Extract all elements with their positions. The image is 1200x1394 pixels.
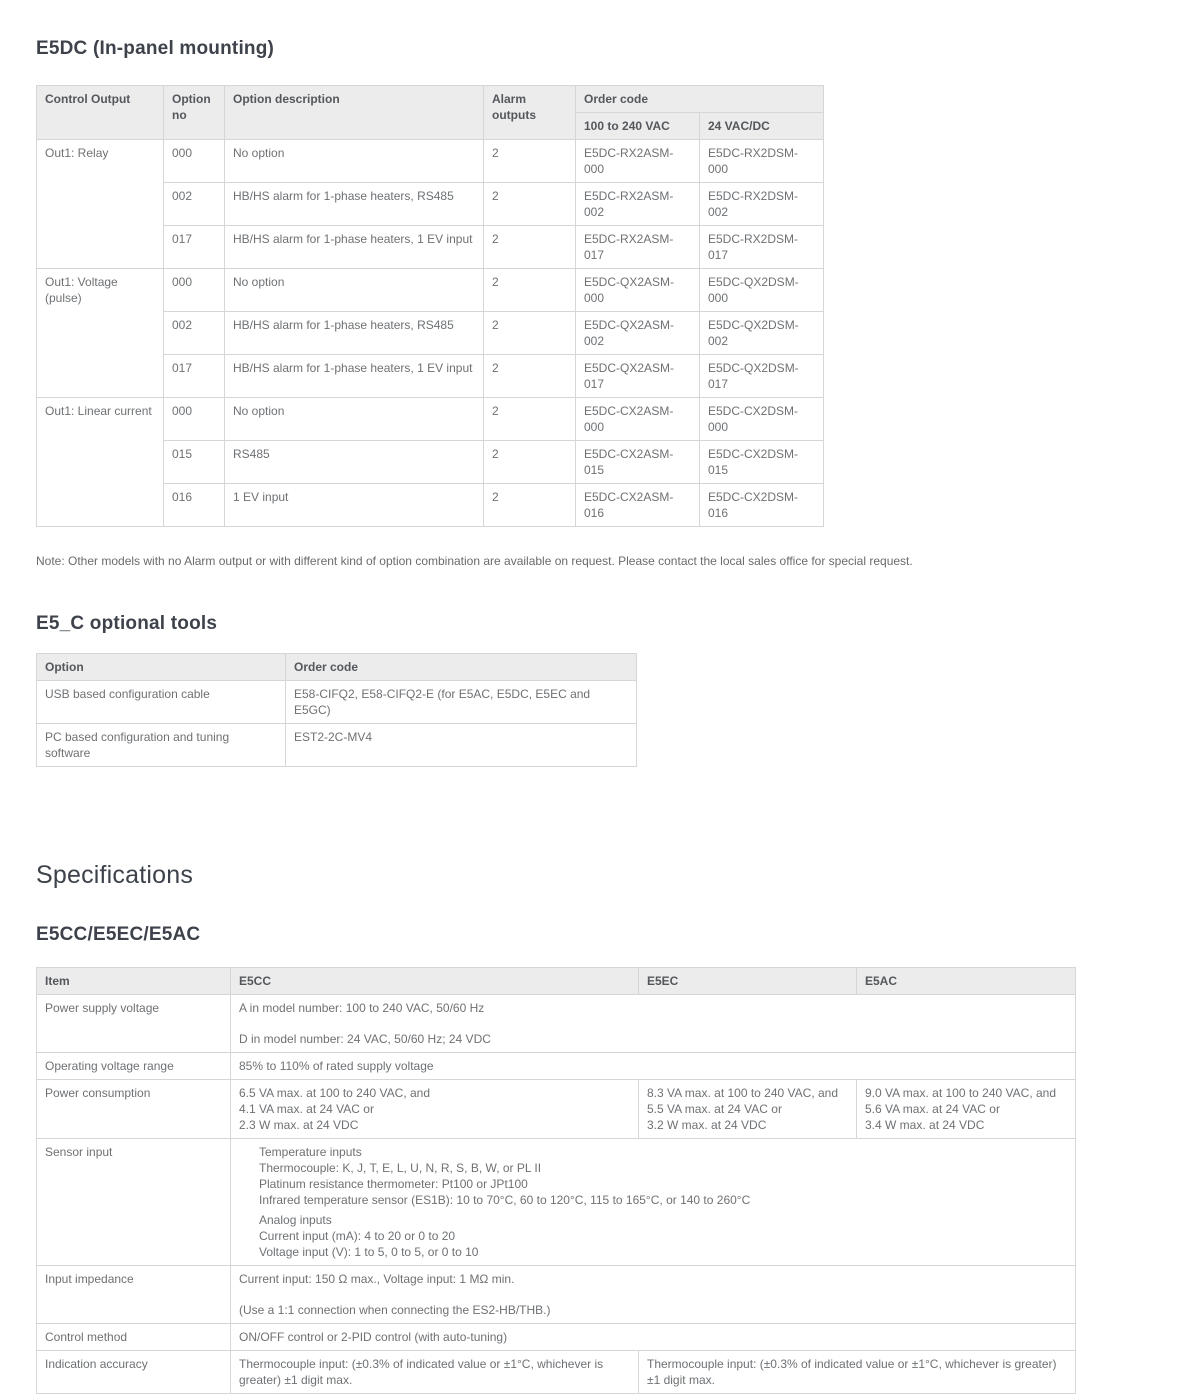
col-header-e5ac: E5AC [857,968,1076,995]
cell-indication-accuracy-e5cc: Thermocouple input: (±0.3% of indicated value or ±1°C, whichever is greater) ±1 digit max. [231,1351,639,1394]
cell-indication-accuracy-e5ec-e5ac: Thermocouple input: (±0.3% of indicated value or ±1°C, whichever is greater) ±1 digit max. [639,1351,1076,1394]
spec-text-line: (Use a 1:1 connection when connecting the ES2-HB/THB.) [239,1303,551,1317]
cell-description: No option [225,269,484,312]
tools-header-row [37,654,637,681]
e5dc-order-table [36,85,824,527]
cell-control-output-relay: Out1: Relay [37,140,164,269]
spec-text-line: D in model number: 24 VAC, 50/60 Hz; 24 VDC [239,1032,491,1046]
cell-order-code-vacdc: E5DC-CX2DSM-000 [700,398,824,441]
cell-description: RS485 [225,441,484,484]
cell-option-no: 015 [164,441,225,484]
cell-order-code-vacdc: E5DC-QX2DSM-002 [700,312,824,355]
cell-order-code-vacdc: E5DC-QX2DSM-000 [700,269,824,312]
cell-option-no: 000 [164,140,225,183]
spec-text-line: 6.5 VA max. at 100 to 240 VAC, and [239,1086,431,1100]
spec-text-line: Platinum resistance thermometer: Pt100 or JPt100 [259,1177,528,1191]
table-row [37,269,824,312]
cell-item: Input impedance [37,1266,231,1324]
cell-order-code-vac: E5DC-QX2ASM-017 [576,355,700,398]
specifications-table [36,967,1076,1394]
cell-alarm-outputs: 2 [484,312,576,355]
spec-text-line: A in model number: 100 to 240 VAC, 50/60 Hz [239,1001,485,1015]
spec-row-control-method [37,1324,1076,1351]
cell-description: No option [225,140,484,183]
cell-item: Power supply voltage [37,995,231,1053]
spec-text-line: 3.4 W max. at 24 VDC [865,1118,985,1132]
spec-text-line: 5.6 VA max. at 24 VAC or [865,1102,1000,1116]
cell-power-consumption-e5ec [639,1080,857,1139]
spec-row-power-consumption [37,1080,1076,1139]
col-header-e5ec: E5EC [639,968,857,995]
sensor-group-title: Analog inputs [259,1213,332,1227]
col-header-order-code: Order code [576,86,824,113]
cell-tool-option: PC based configuration and tuning software [37,724,286,767]
cell-description: HB/HS alarm for 1-phase heaters, 1 EV input [225,226,484,269]
specifications-subtitle: E5CC/E5EC/E5AC [36,924,201,945]
cell-order-code-vac: E5DC-RX2ASM-000 [576,140,700,183]
cell-item: Indication accuracy [37,1351,231,1394]
spec-row-power-supply-voltage [37,995,1076,1053]
col-header-option: Option [37,654,286,681]
col-header-100-240-vac: 100 to 240 VAC [576,113,700,140]
specifications-title: Specifications [36,861,194,889]
cell-option-no: 017 [164,226,225,269]
cell-power-supply-voltage [231,995,1076,1053]
col-header-item: Item [37,968,231,995]
cell-control-output-voltage: Out1: Voltage (pulse) [37,269,164,398]
cell-order-code-vacdc: E5DC-RX2DSM-017 [700,226,824,269]
cell-item: Control method [37,1324,231,1351]
spec-text-line: Infrared temperature sensor (ES1B): 10 to 70°C, 60 to 120°C, 115 to 165°C, or 140 to 260°C [259,1193,751,1207]
cell-alarm-outputs: 2 [484,441,576,484]
specs-header-row [37,968,1076,995]
col-header-24-vacdc: 24 VAC/DC [700,113,824,140]
e5dc-header-row-1 [37,86,824,113]
cell-tool-order-code: EST2-2C-MV4 [286,724,637,767]
spec-text-line: 9.0 VA max. at 100 to 240 VAC, and [865,1086,1057,1100]
cell-alarm-outputs: 2 [484,226,576,269]
cell-input-impedance [231,1266,1076,1324]
spec-text-line: Current input: 150 Ω max., Voltage input: 1 MΩ min. [239,1272,515,1286]
spec-row-indication-accuracy [37,1351,1076,1394]
cell-order-code-vacdc: E5DC-CX2DSM-016 [700,484,824,527]
spec-text-line: 4.1 VA max. at 24 VAC or [239,1102,374,1116]
cell-alarm-outputs: 2 [484,484,576,527]
cell-item: Power consumption [37,1080,231,1139]
cell-order-code-vac: E5DC-CX2ASM-000 [576,398,700,441]
cell-alarm-outputs: 2 [484,398,576,441]
cell-option-no: 002 [164,183,225,226]
cell-order-code-vacdc: E5DC-RX2DSM-002 [700,183,824,226]
cell-option-no: 017 [164,355,225,398]
cell-option-no: 000 [164,398,225,441]
cell-alarm-outputs: 2 [484,183,576,226]
cell-alarm-outputs: 2 [484,269,576,312]
cell-description: HB/HS alarm for 1-phase heaters, 1 EV input [225,355,484,398]
cell-order-code-vac: E5DC-QX2ASM-000 [576,269,700,312]
spec-text-line: Current input (mA): 4 to 20 or 0 to 20 [259,1229,456,1243]
table-row [37,398,824,441]
cell-option-no: 016 [164,484,225,527]
cell-order-code-vac: E5DC-RX2ASM-002 [576,183,700,226]
cell-description: No option [225,398,484,441]
col-header-order-code: Order code [286,654,637,681]
sensor-input-content [239,1144,1067,1260]
cell-order-code-vac: E5DC-QX2ASM-002 [576,312,700,355]
spec-text-line: Thermocouple: K, J, T, E, L, U, N, R, S, B, W, or PL II [259,1161,542,1175]
col-header-alarm-outputs: Alarm outputs [484,86,576,140]
spec-text-line: Voltage input (V): 1 to 5, 0 to 5, or 0 to 10 [259,1245,479,1259]
cell-option-no: 000 [164,269,225,312]
spec-text-line: 3.2 W max. at 24 VDC [647,1118,767,1132]
cell-order-code-vacdc: E5DC-CX2DSM-015 [700,441,824,484]
cell-order-code-vac: E5DC-RX2ASM-017 [576,226,700,269]
cell-operating-voltage-range: 85% to 110% of rated supply voltage [231,1053,1076,1080]
tools-section-title: E5_C optional tools [36,613,218,634]
cell-description: 1 EV input [225,484,484,527]
col-header-e5cc: E5CC [231,968,639,995]
col-header-option-no: Option no [164,86,225,140]
cell-item: Sensor input [37,1139,231,1266]
spec-text-line: 8.3 VA max. at 100 to 240 VAC, and [647,1086,839,1100]
spec-text-line: 5.5 VA max. at 24 VAC or [647,1102,782,1116]
col-header-control-output: Control Output [37,86,164,140]
sensor-group-title: Temperature inputs [259,1145,362,1159]
cell-tool-option: USB based configuration cable [37,681,286,724]
cell-description: HB/HS alarm for 1-phase heaters, RS485 [225,183,484,226]
cell-order-code-vacdc: E5DC-QX2DSM-017 [700,355,824,398]
cell-control-output-linear: Out1: Linear current [37,398,164,527]
table-row [37,681,637,724]
cell-control-method: ON/OFF control or 2-PID control (with auto-tuning) [231,1324,1076,1351]
cell-sensor-input [231,1139,1076,1266]
optional-tools-table [36,653,637,767]
spec-text-line: 2.3 W max. at 24 VDC [239,1118,359,1132]
cell-order-code-vac: E5DC-CX2ASM-016 [576,484,700,527]
cell-option-no: 002 [164,312,225,355]
cell-power-consumption-e5ac [857,1080,1076,1139]
cell-order-code-vac: E5DC-CX2ASM-015 [576,441,700,484]
cell-description: HB/HS alarm for 1-phase heaters, RS485 [225,312,484,355]
availability-note: Note: Other models with no Alarm output or with different kind of option combination are available on request. Please contact the local sales office for special request. [36,554,913,568]
cell-alarm-outputs: 2 [484,355,576,398]
spec-row-input-impedance [37,1266,1076,1324]
cell-alarm-outputs: 2 [484,140,576,183]
spec-row-operating-voltage-range [37,1053,1076,1080]
spec-row-sensor-input [37,1139,1076,1266]
cell-item: Operating voltage range [37,1053,231,1080]
e5dc-section-title: E5DC (In-panel mounting) [36,38,275,59]
cell-power-consumption-e5cc [231,1080,639,1139]
table-row [37,140,824,183]
cell-order-code-vacdc: E5DC-RX2DSM-000 [700,140,824,183]
cell-tool-order-code: E58-CIFQ2, E58-CIFQ2-E (for E5AC, E5DC, E5EC and E5GC) [286,681,637,724]
col-header-option-description: Option description [225,86,484,140]
table-row [37,724,637,767]
